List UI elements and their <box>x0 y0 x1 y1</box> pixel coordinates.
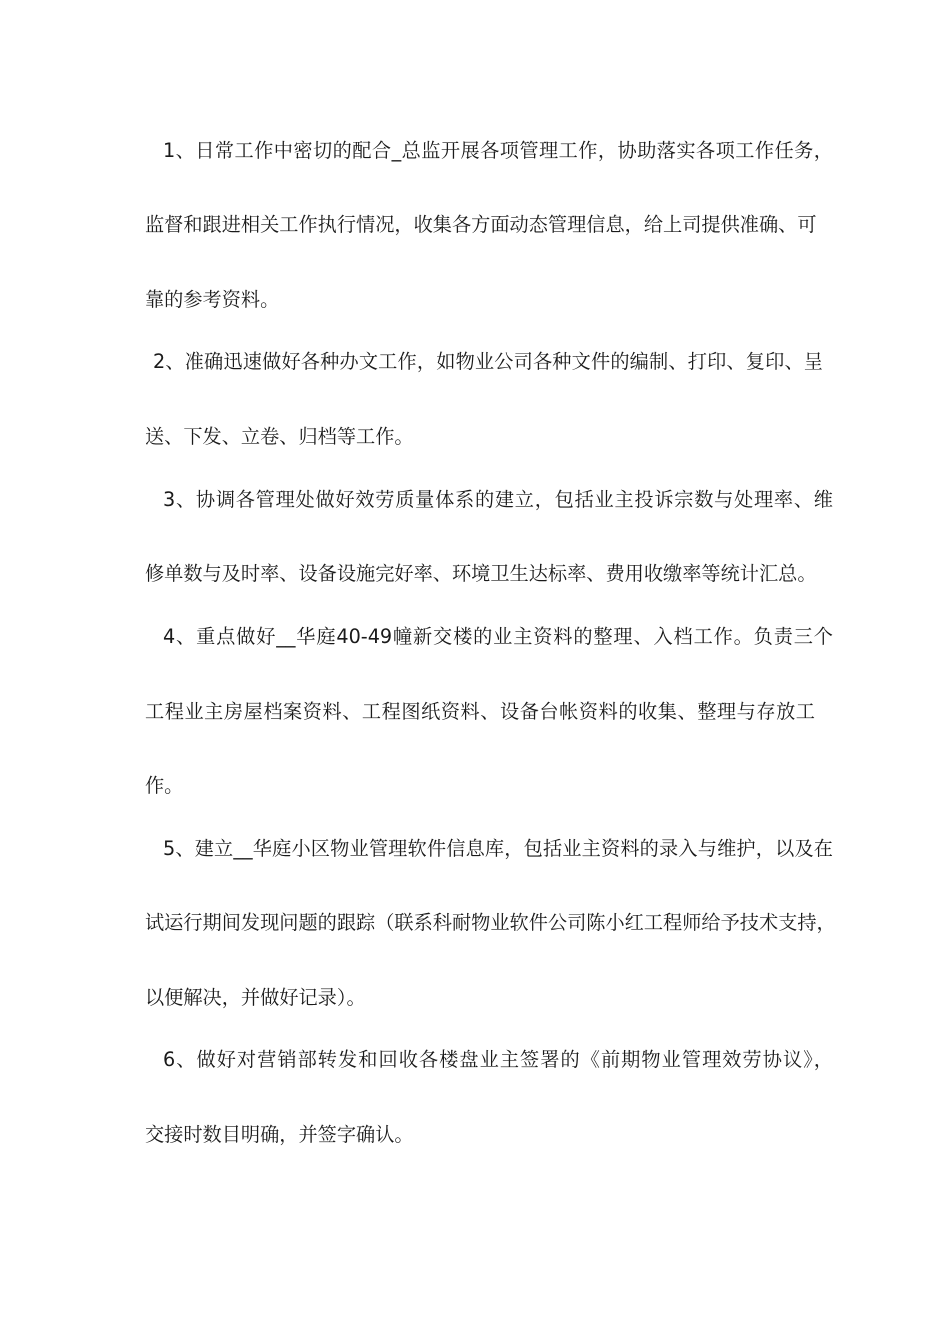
paragraph-1-line-3: 靠的参考资料。 <box>145 288 280 311</box>
paragraph-1-line-1: 1、日常工作中密切的配合_总监开展各项管理工作，协助落实各项工作任务， <box>163 139 833 162</box>
paragraph-1-line-2: 监督和跟进相关工作执行情况，收集各方面动态管理信息，给上司提供准确、可 <box>145 213 817 236</box>
paragraph-4-line-1: 4、重点做好__华庭40-49幢新交楼的业主资料的整理、入档工作。负责三个 <box>163 625 833 648</box>
paragraph-5-line-2: 试运行期间发现问题的跟踪（联系科耐物业软件公司陈小红工程师给予技术支持， <box>145 911 836 934</box>
paragraph-5-line-3: 以便解决，并做好记录）。 <box>145 986 366 1009</box>
paragraph-4-line-2: 工程业主房屋档案资料、工程图纸资料、设备台帐资料的收集、整理与存放工 <box>145 700 815 723</box>
paragraph-2-line-1: 2、准确迅速做好各种办文工作，如物业公司各种文件的编制、打印、复印、呈 <box>153 350 823 373</box>
paragraph-3-line-2: 修单数与及时率、设备设施完好率、环境卫生达标率、费用收缴率等统计汇总。 <box>145 562 817 585</box>
paragraph-2-line-2: 送、下发、立卷、归档等工作。 <box>145 425 414 448</box>
paragraph-5-line-1: 5、建立__华庭小区物业管理软件信息库，包括业主资料的录入与维护，以及在 <box>163 837 833 860</box>
paragraph-4-line-3: 作。 <box>145 774 184 797</box>
paragraph-3-line-1: 3、协调各管理处做好效劳质量体系的建立，包括业主投诉宗数与处理率、维 <box>163 488 833 511</box>
paragraph-6-line-1: 6、做好对营销部转发和回收各楼盘业主签署的《前期物业管理效劳协议》， <box>163 1048 833 1071</box>
paragraph-6-line-2: 交接时数目明确，并签字确认。 <box>145 1123 414 1146</box>
